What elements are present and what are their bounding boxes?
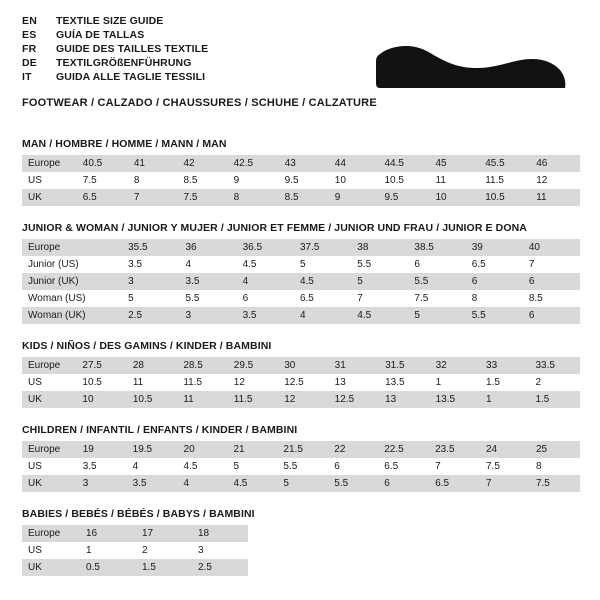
group-title: KIDS / NIÑOS / DES GAMINS / KINDER / BAMBINI xyxy=(22,340,272,352)
size-cell: 7 xyxy=(523,256,580,273)
table-row xyxy=(22,542,248,559)
size-cell: 4 xyxy=(179,256,236,273)
size-cell: 10 xyxy=(329,172,379,189)
size-cell: 5 xyxy=(277,475,328,492)
size-cell: 25 xyxy=(530,441,580,458)
size-cell: 41 xyxy=(128,155,178,172)
row-label: Junior (UK) xyxy=(22,273,122,290)
size-cell: 1 xyxy=(80,542,136,559)
size-cell: 5.5 xyxy=(351,256,408,273)
size-cell: 1.5 xyxy=(480,374,529,391)
language-text: TEXTILGRÖßENFÜHRUNG xyxy=(56,57,192,69)
size-cell: 6 xyxy=(237,290,294,307)
size-cell: 4.5 xyxy=(237,256,294,273)
size-cell: 5 xyxy=(351,273,408,290)
row-label: Europe xyxy=(22,155,77,172)
size-cell: 22 xyxy=(328,441,378,458)
category-title: FOOTWEAR / CALZADO / CHAUSSURES / SCHUHE / CALZATURE xyxy=(22,97,377,109)
group-title: CHILDREN / INFANTIL / ENFANTS / KINDER / BAMBINI xyxy=(22,424,298,436)
size-cell: 7.5 xyxy=(178,189,228,206)
size-cell: 19 xyxy=(77,441,127,458)
size-cell: 13.5 xyxy=(430,391,480,408)
size-cell: 11.5 xyxy=(228,391,278,408)
table-row xyxy=(22,307,580,324)
size-cell: 32 xyxy=(430,357,480,374)
group-title: BABIES / BEBÉS / BÉBÉS / BABYS / BAMBINI xyxy=(22,508,255,520)
size-cell: 45.5 xyxy=(479,155,530,172)
size-cell: 42 xyxy=(178,155,228,172)
size-cell: 8.5 xyxy=(523,290,580,307)
size-cell: 5.5 xyxy=(179,290,236,307)
size-cell: 7.5 xyxy=(408,290,465,307)
size-cell: 7 xyxy=(351,290,408,307)
group-title: JUNIOR & WOMAN / JUNIOR Y MUJER / JUNIOR ET FEMME / JUNIOR UND FRAU / JUNIOR E DONA xyxy=(22,222,527,234)
size-cell: 42.5 xyxy=(228,155,279,172)
size-cell: 6 xyxy=(466,273,523,290)
size-cell: 6.5 xyxy=(294,290,351,307)
language-row xyxy=(22,44,208,58)
size-cell: 43 xyxy=(279,155,329,172)
size-cell: 1 xyxy=(430,374,480,391)
size-cell: 27.5 xyxy=(76,357,126,374)
size-cell: 31.5 xyxy=(379,357,429,374)
row-label: UK xyxy=(22,559,80,576)
size-cell: 5 xyxy=(294,256,351,273)
row-label: US xyxy=(22,172,77,189)
size-cell: 44.5 xyxy=(378,155,429,172)
size-cell: 18 xyxy=(192,525,248,542)
size-cell: 6 xyxy=(378,475,429,492)
size-cell: 29.5 xyxy=(228,357,278,374)
language-code: IT xyxy=(22,71,32,83)
size-cell: 12 xyxy=(278,391,328,408)
size-cell: 45 xyxy=(430,155,480,172)
language-row xyxy=(22,58,208,72)
size-cell: 30 xyxy=(278,357,328,374)
table-row xyxy=(22,273,580,290)
size-cell: 4 xyxy=(294,307,351,324)
size-cell: 4.5 xyxy=(178,458,228,475)
size-cell: 39 xyxy=(466,239,523,256)
row-label: US xyxy=(22,458,77,475)
table-row xyxy=(22,189,580,206)
size-cell: 36 xyxy=(179,239,236,256)
size-cell: 2.5 xyxy=(122,307,179,324)
row-label: UK xyxy=(22,475,77,492)
size-cell: 7 xyxy=(429,458,480,475)
size-cell: 13 xyxy=(379,391,429,408)
size-cell: 7.5 xyxy=(480,458,530,475)
size-cell: 12 xyxy=(530,172,580,189)
size-cell: 6.5 xyxy=(466,256,523,273)
size-cell: 5 xyxy=(122,290,179,307)
size-cell: 2 xyxy=(529,374,580,391)
size-table-babies xyxy=(22,525,248,576)
table-row xyxy=(22,441,580,458)
size-cell: 4.5 xyxy=(227,475,277,492)
row-label: Woman (US) xyxy=(22,290,122,307)
size-cell: 4 xyxy=(127,458,178,475)
size-cell: 3.5 xyxy=(179,273,236,290)
size-cell: 33.5 xyxy=(529,357,580,374)
group-title: MAN / HOMBRE / HOMME / MANN / MAN xyxy=(22,138,227,150)
size-cell: 4.5 xyxy=(351,307,408,324)
language-code: FR xyxy=(22,43,37,55)
header xyxy=(22,16,580,112)
language-row xyxy=(22,30,208,44)
size-cell: 23.5 xyxy=(429,441,480,458)
language-text: GUIDE DES TAILLES TEXTILE xyxy=(56,43,209,55)
size-cell: 12 xyxy=(228,374,278,391)
table-row xyxy=(22,172,580,189)
size-cell: 22.5 xyxy=(378,441,429,458)
row-label: Europe xyxy=(22,239,122,256)
size-cell: 6.5 xyxy=(77,189,128,206)
size-cell: 12.5 xyxy=(329,391,379,408)
table-row xyxy=(22,475,580,492)
size-cell: 0.5 xyxy=(80,559,136,576)
size-cell: 11.5 xyxy=(177,374,227,391)
size-cell: 1.5 xyxy=(529,391,580,408)
size-cell: 3.5 xyxy=(122,256,179,273)
size-cell: 40 xyxy=(523,239,580,256)
group-junior-woman xyxy=(22,222,580,324)
row-label: Europe xyxy=(22,357,76,374)
size-cell: 7.5 xyxy=(77,172,128,189)
size-cell: 1 xyxy=(480,391,529,408)
size-cell: 4.5 xyxy=(294,273,351,290)
size-cell: 8 xyxy=(128,172,178,189)
size-cell: 6.5 xyxy=(429,475,480,492)
size-cell: 10 xyxy=(430,189,480,206)
table-row xyxy=(22,357,580,374)
size-cell: 10.5 xyxy=(378,172,429,189)
size-cell: 7.5 xyxy=(530,475,580,492)
size-cell: 3 xyxy=(192,542,248,559)
size-cell: 6 xyxy=(408,256,465,273)
table-row xyxy=(22,525,248,542)
size-cell: 8.5 xyxy=(178,172,228,189)
size-cell: 3.5 xyxy=(77,458,127,475)
size-cell: 7 xyxy=(480,475,530,492)
table-row xyxy=(22,559,248,576)
size-cell: 3 xyxy=(122,273,179,290)
size-cell: 5 xyxy=(408,307,465,324)
table-row xyxy=(22,155,580,172)
row-label: Europe xyxy=(22,525,80,542)
language-row xyxy=(22,72,208,86)
group-children xyxy=(22,424,580,492)
size-cell: 28 xyxy=(127,357,177,374)
row-label: Woman (UK) xyxy=(22,307,122,324)
size-cell: 21.5 xyxy=(277,441,328,458)
table-row xyxy=(22,239,580,256)
size-cell: 10.5 xyxy=(76,374,126,391)
size-cell: 46 xyxy=(530,155,580,172)
group-babies xyxy=(22,508,580,576)
size-cell: 36.5 xyxy=(237,239,294,256)
size-cell: 11 xyxy=(177,391,227,408)
size-cell: 11 xyxy=(127,374,177,391)
size-cell: 6.5 xyxy=(378,458,429,475)
table-row xyxy=(22,256,580,273)
size-cell: 33 xyxy=(480,357,529,374)
size-cell: 31 xyxy=(329,357,379,374)
size-cell: 37.5 xyxy=(294,239,351,256)
table-row xyxy=(22,374,580,391)
size-cell: 5 xyxy=(227,458,277,475)
language-code: ES xyxy=(22,29,37,41)
size-cell: 19.5 xyxy=(127,441,178,458)
size-cell: 4 xyxy=(178,475,228,492)
size-cell: 9.5 xyxy=(279,172,329,189)
row-label: US xyxy=(22,542,80,559)
size-cell: 5.5 xyxy=(277,458,328,475)
size-table-kids xyxy=(22,357,580,408)
row-label: Junior (US) xyxy=(22,256,122,273)
size-cell: 3.5 xyxy=(127,475,178,492)
language-list xyxy=(22,16,208,86)
size-cell: 7 xyxy=(128,189,178,206)
table-row xyxy=(22,458,580,475)
size-cell: 5.5 xyxy=(328,475,378,492)
row-label: UK xyxy=(22,189,77,206)
row-label: UK xyxy=(22,391,76,408)
dress-shoe-icon xyxy=(372,32,572,104)
size-cell: 44 xyxy=(329,155,379,172)
row-label: US xyxy=(22,374,76,391)
group-man xyxy=(22,138,580,206)
size-cell: 10 xyxy=(76,391,126,408)
size-cell: 16 xyxy=(80,525,136,542)
size-cell: 6 xyxy=(328,458,378,475)
size-table-man xyxy=(22,155,580,206)
size-cell: 11 xyxy=(430,172,480,189)
size-cell: 8 xyxy=(466,290,523,307)
size-cell: 28.5 xyxy=(177,357,227,374)
size-cell: 10.5 xyxy=(479,189,530,206)
language-code: EN xyxy=(22,15,37,27)
size-cell: 1.5 xyxy=(136,559,192,576)
size-cell: 4 xyxy=(237,273,294,290)
size-cell: 24 xyxy=(480,441,530,458)
size-cell: 6 xyxy=(523,307,580,324)
language-text: GUIDA ALLE TAGLIE TESSILI xyxy=(56,71,206,83)
size-cell: 10.5 xyxy=(127,391,177,408)
row-label: Europe xyxy=(22,441,77,458)
group-kids xyxy=(22,340,580,408)
size-cell: 8 xyxy=(228,189,279,206)
size-cell: 9 xyxy=(228,172,279,189)
language-text: TEXTILE SIZE GUIDE xyxy=(56,15,164,27)
size-cell: 5.5 xyxy=(408,273,465,290)
language-code: DE xyxy=(22,57,37,69)
size-cell: 38.5 xyxy=(408,239,465,256)
size-cell: 40.5 xyxy=(77,155,128,172)
size-cell: 17 xyxy=(136,525,192,542)
size-table-junior-woman xyxy=(22,239,580,324)
table-row xyxy=(22,290,580,307)
size-cell: 13 xyxy=(329,374,379,391)
size-cell: 2.5 xyxy=(192,559,248,576)
language-text: GUÍA DE TALLAS xyxy=(56,29,145,41)
size-cell: 35.5 xyxy=(122,239,179,256)
size-cell: 5.5 xyxy=(466,307,523,324)
table-row xyxy=(22,391,580,408)
size-cell: 9 xyxy=(329,189,379,206)
size-cell: 8 xyxy=(530,458,580,475)
size-cell: 9.5 xyxy=(378,189,429,206)
size-cell: 6 xyxy=(523,273,580,290)
size-cell: 38 xyxy=(351,239,408,256)
size-cell: 11 xyxy=(530,189,580,206)
size-cell: 12.5 xyxy=(278,374,328,391)
size-cell: 21 xyxy=(227,441,277,458)
size-cell: 3.5 xyxy=(237,307,294,324)
size-cell: 8.5 xyxy=(279,189,329,206)
size-cell: 3 xyxy=(77,475,127,492)
size-cell: 13.5 xyxy=(379,374,429,391)
size-cell: 3 xyxy=(179,307,236,324)
size-cell: 11.5 xyxy=(479,172,530,189)
language-row xyxy=(22,16,208,30)
size-table-children xyxy=(22,441,580,492)
size-cell: 20 xyxy=(178,441,228,458)
size-cell: 2 xyxy=(136,542,192,559)
